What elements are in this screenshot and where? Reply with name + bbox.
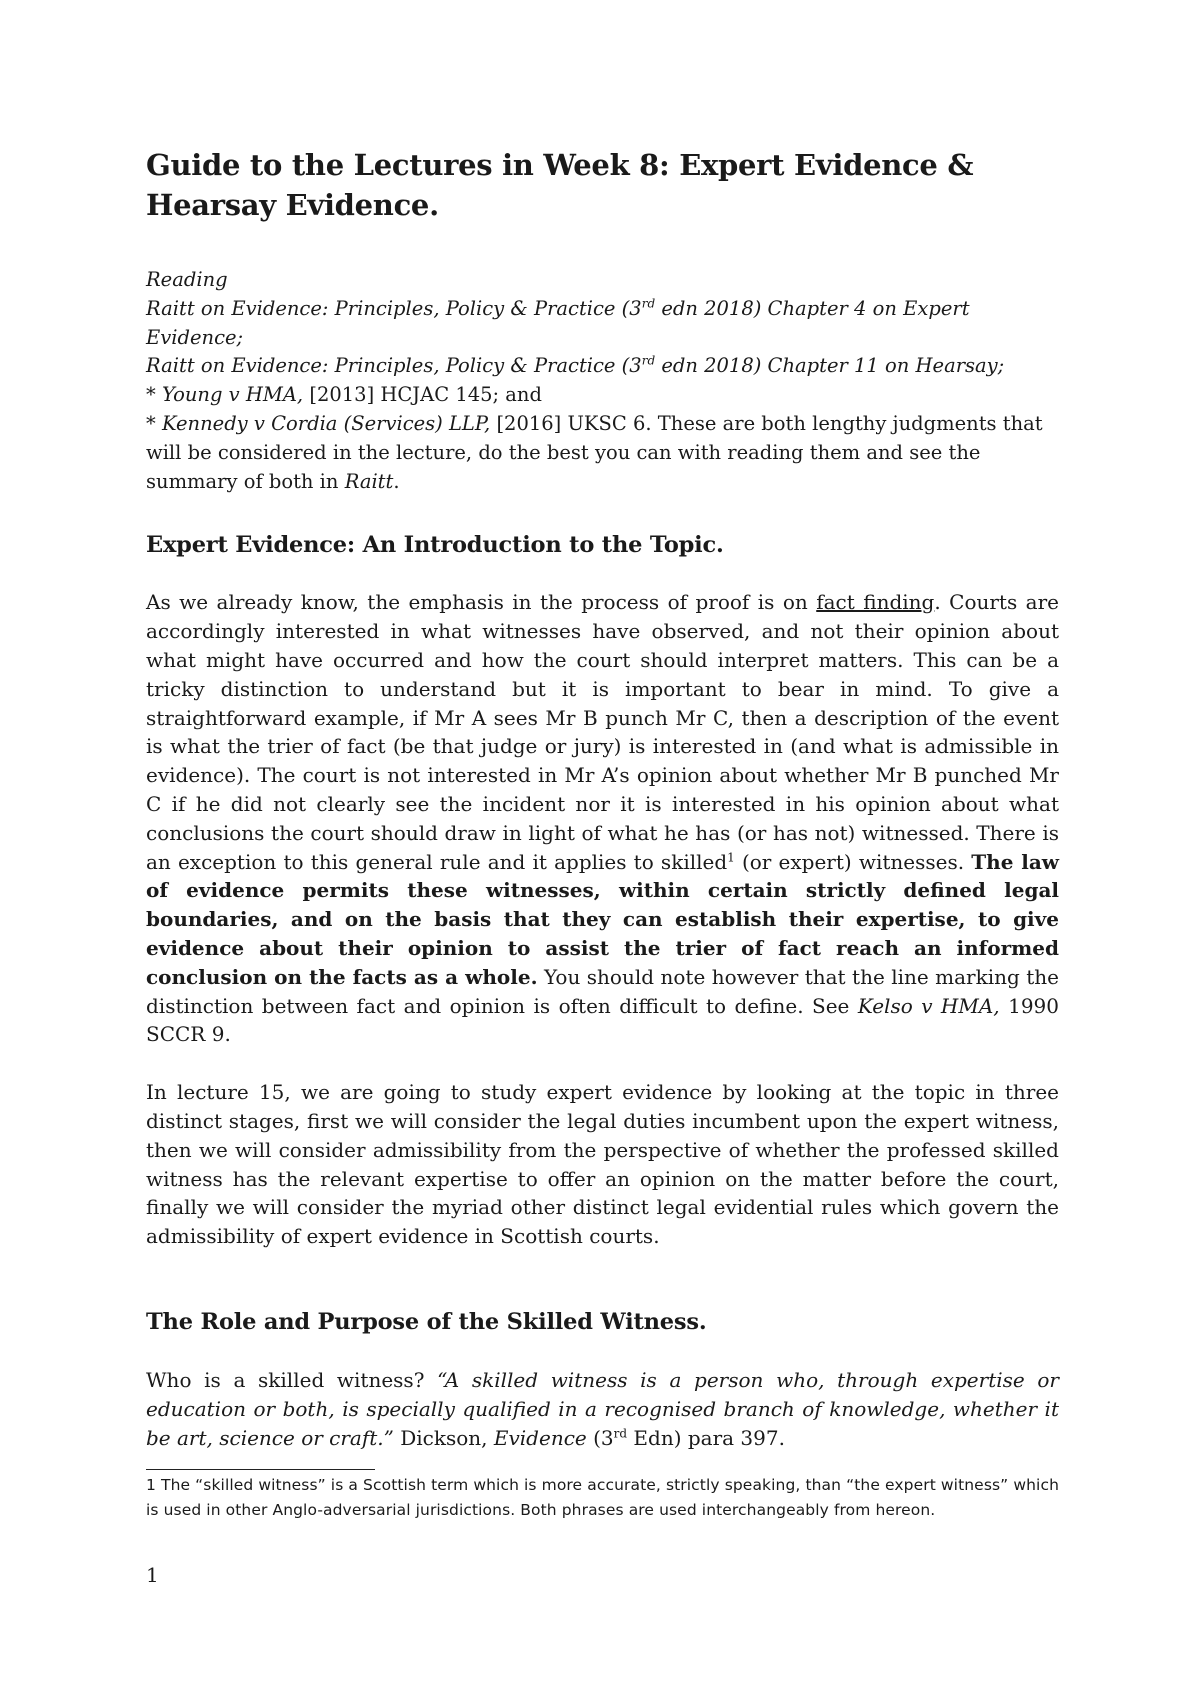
reading-item-kennedy	[146, 410, 1059, 496]
book-title: Evidence	[493, 1425, 587, 1450]
paragraph-text: As we already know, the emphasis in the process of proof is on	[146, 590, 817, 615]
reading-item-text: edn 2018) Chapter 4 on Expert Evidence;	[146, 296, 970, 349]
paragraph-text: Dickson,	[393, 1425, 494, 1450]
paragraph-skilled-witness	[146, 1366, 1059, 1452]
footnote: 1 The “skilled witness” is a Scottish term which is more accurate, strictly speaking, than “the expert witness” which is used in other Anglo-adversarial jurisdictions. Both phrases are used interchangeably from hereon.	[146, 1476, 1059, 1519]
reading-item-young	[146, 381, 1059, 410]
paragraph-text: (3	[586, 1425, 614, 1450]
section-heading-expert-evidence: Expert Evidence: An Introduction to the Topic.	[146, 532, 724, 559]
section-heading-skilled-witness: The Role and Purpose of the Skilled Witness.	[146, 1308, 707, 1335]
paragraph-expert-intro	[146, 588, 1059, 1049]
case-name: * Young v HMA,	[146, 383, 304, 407]
reading-item-text: edn 2018) Chapter 11 on Hearsay;	[655, 354, 1005, 378]
page-title: Guide to the Lectures in Week 8: Expert Evidence & Hearsay Evidence.	[146, 148, 974, 222]
superscript: rd	[641, 353, 656, 368]
reading-item-chapter-4	[146, 295, 1059, 353]
paragraph-text: Edn) para 397.	[627, 1425, 785, 1450]
page-content	[146, 145, 1059, 1452]
underlined-term: fact finding	[816, 590, 935, 615]
quotation: “A skilled witness is a person who, through expertise or education or both, is specially qualified in a recognised branch of knowledge, whether it be art, science or craft.”	[146, 1367, 1059, 1450]
case-name: * Kennedy v Cordia (Services) LLP,	[146, 411, 491, 435]
reading-list	[146, 266, 1059, 496]
punctuation: .	[393, 469, 400, 493]
paragraph-text: Who is a skilled witness?	[146, 1367, 438, 1392]
reading-item-text: Raitt on Evidence: Principles, Policy & Practice (3	[146, 296, 642, 320]
reading-item-chapter-11	[146, 352, 1059, 381]
paragraph-text: . Courts are accordingly interested in what witnesses have observed, and not their opinion about what might have occurred and how the court should interpret matters. This can be a tricky distinction to understand but it is important to bear in mind. To give a straightforward example, if Mr A sees Mr B punch Mr C, then a description of the event is what the trier of fact (be that judge or jury) is interested in (and what is admissible in evidence). The court is not interested in Mr A’s opinion about whether Mr B punched Mr C if he did not clearly see the incident nor it is interested in his opinion about what conclusions the court should draw in light of what he has (or has not) witnessed. There is an exception to this general rule and it applies to skilled	[146, 590, 1059, 874]
footnote-separator	[146, 1469, 375, 1470]
reading-item-text: Raitt on Evidence: Principles, Policy & Practice (3	[146, 354, 642, 378]
bold-statement: The law of evidence permits these witnesses, within certain strictly defined legal boundaries, and on the basis that they can establish their expertise, to give evidence about their opinion to assist the trier of fact reach an informed conclusion on the facts as a whole.	[146, 849, 1059, 989]
citation: 1990 SCCR 9.	[146, 993, 1059, 1047]
superscript: rd	[613, 1425, 628, 1440]
superscript: rd	[641, 296, 656, 311]
paragraph-text: You should note however that the line marking the distinction between fact and opinion is often difficult to define. See	[146, 964, 1059, 1018]
case-name: Kelso v HMA,	[857, 993, 1000, 1018]
page-number: 1	[146, 1563, 159, 1587]
paragraph-lecture-15: In lecture 15, we are going to study expert evidence by looking at the topic in three distinct stages, first we will consider the legal duties incumbent upon the expert witness, then we will consider admissibility from the perspective of whether the professed skilled witness has the relevant expertise to offer an opinion on the matter before the court, finally we will consider the myriad other distinct legal evidential rules which govern the admissibility of expert evidence in Scottish courts.	[146, 1080, 1059, 1249]
book-title: Raitt	[344, 469, 394, 493]
paragraph-text: (or expert) witnesses.	[734, 849, 972, 874]
citation: [2013] HCJAC 145; and	[303, 383, 542, 407]
footnote-reference: 1	[727, 849, 735, 864]
reading-item-text: [2016] UKSC 6. These are both lengthy judgments that will be considered in the lecture, do the best you can with reading them and see the summary of both in	[146, 411, 1043, 493]
reading-heading: Reading	[146, 268, 228, 291]
